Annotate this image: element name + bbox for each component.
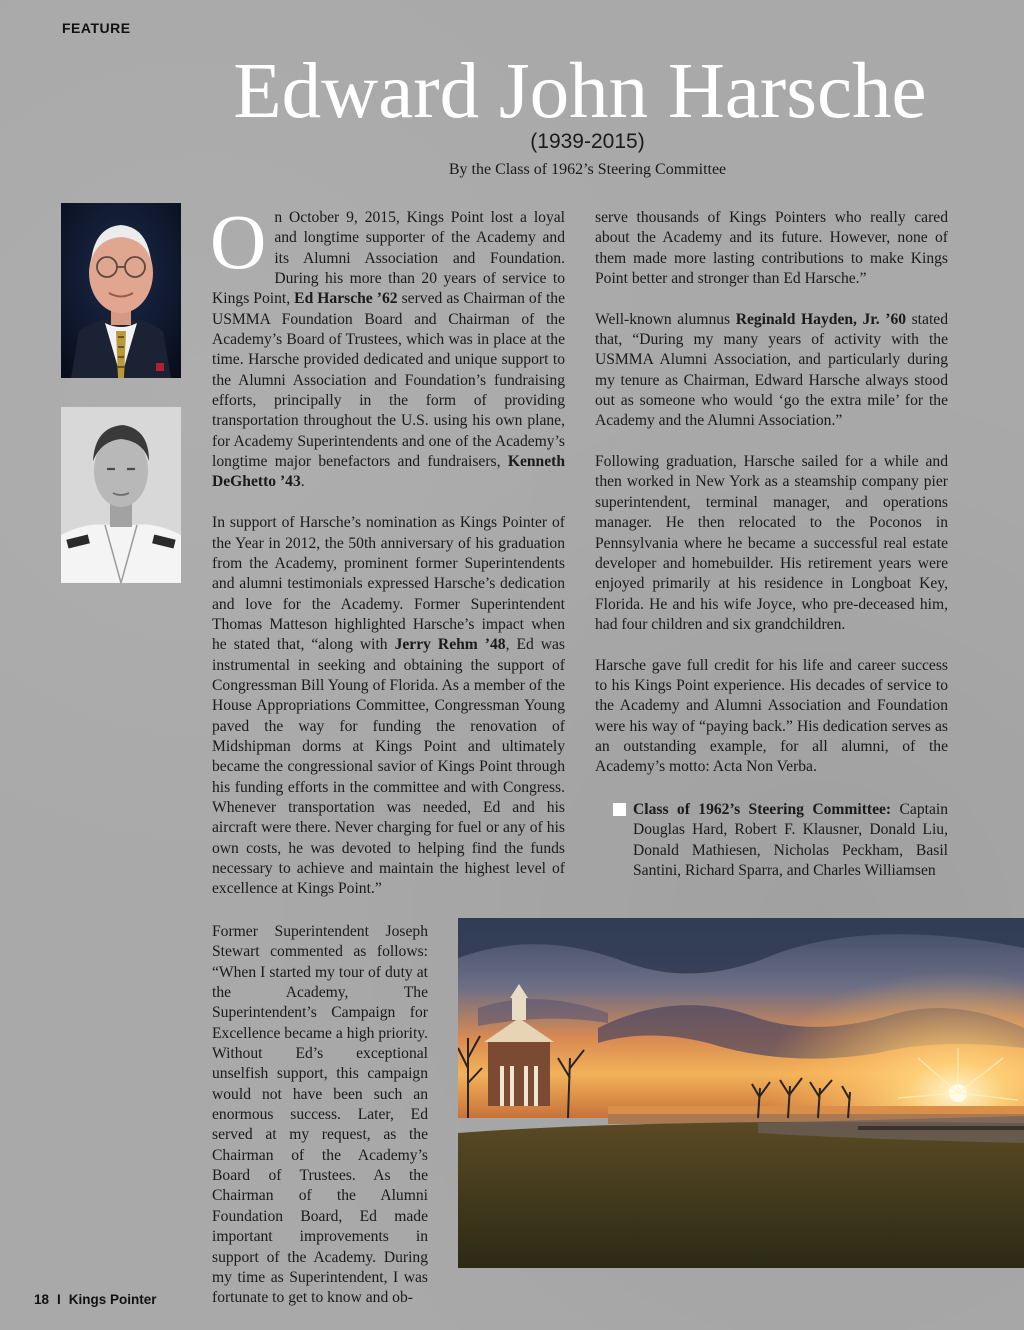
paragraph-2-text-b: , Ed was instrumental in seeking and obtaining the support of Congressman Bill Young of Florida. As a member of the House Appropriations Committee, Congressman Young paved the way for funding the renovation of Midshipman dorms at Kings Point and ultimately became the congressional savior of Kings Point through his funding efforts in the committee and with Congress. Whenever transportation was needed, Ed and his aircraft were there. Never charging for fuel or any of his own costs, he was devoted to helping find the funds necessary to achieve and maintain the highest level of excellence at Kings Point.” bbox=[212, 636, 566, 898]
paragraph-5 bbox=[595, 310, 948, 432]
section-label: FEATURE bbox=[62, 20, 131, 36]
paragraph-2-text-a: In support of Harsche’s nomination as Kings Pointer of the Year in 2012, the 50th anniversary of his graduation from the Academy, prominent former Superintendents and alumni testimonials expressed Harsche’s dedication and love for the Academy. Former Superintendent Thomas Matteson highlighted Harsche’s impact when he stated that, “along with bbox=[212, 514, 565, 654]
article-years: (1939-2015) bbox=[530, 130, 645, 153]
page-number: 18 bbox=[34, 1292, 50, 1307]
author-credit bbox=[633, 800, 948, 881]
paragraph-1-text-c: . bbox=[300, 473, 305, 491]
paragraph-1 bbox=[210, 198, 565, 493]
paragraph-1-text-a: n October 9, 2015, Kings Point lost a loyal and longtime supporter of the Academy and its Alumni Association and Foundation. During his more than 20 years of service to Kings Point, bbox=[212, 209, 565, 308]
drop-cap: O bbox=[210, 198, 267, 285]
name-ed-harsche: Ed Harsche ’62 bbox=[294, 290, 398, 308]
campus-sunset-photo bbox=[458, 918, 1024, 1268]
article-byline: By the Class of 1962’s Steering Committee bbox=[448, 161, 727, 178]
paragraph-2 bbox=[212, 513, 565, 900]
paragraph-4: serve thousands of Kings Pointers who really cared about the Academy and its future. However, none of them made more lasting contributions to make Kings Point better and stronger than Ed Harsche.” bbox=[595, 209, 948, 288]
article-title: Edward John Harsche bbox=[233, 48, 927, 135]
portrait-recent-photo bbox=[61, 203, 181, 378]
article-left-column-narrow bbox=[212, 922, 428, 1309]
publication-name: Kings Pointer bbox=[68, 1292, 157, 1307]
name-reginald-hayden: Reginald Hayden, Jr. ’60 bbox=[735, 310, 907, 328]
paragraph-1-text-b: served as Chairman of the USMMA Foundation Board and Chairman of the Academy’s Board of Trustees, which was in place at the time. Harsche provided dedicated and unique support to the Alumni Association and Foundation’s fundraising efforts, principally in the form of providing transportation throughout the U.S. using his own plane, for Academy Superintendents and one of the Academy’s longtime major benefactors and fundraisers, bbox=[212, 290, 565, 471]
name-jerry-rehm: Jerry Rehm ’48 bbox=[394, 636, 506, 654]
paragraph-5-text-a: Well-known alumnus bbox=[595, 310, 736, 328]
paragraph-3: Former Superintendent Joseph Stewart commented as follows: “When I started my tour of duty at the Academy, The Superintendent’s Campaign for Excellence became a high priority. Without Ed’s exceptional unselfish support, this campaign would not have been such an enormous success. Later, Ed served at my request, as the Chairman of the Academy’s Board of Trustees. As the Chairman of the Alumni Foundation Board, Ed made important improvements in support of the Academy. During my time as Superintendent, I was fortunate to get to know and ob- bbox=[212, 923, 428, 1307]
portrait-young-photo bbox=[61, 407, 181, 583]
credit-heading: Class of 1962’s Steering Committee: bbox=[633, 801, 892, 818]
paragraph-6: Following graduation, Harsche sailed for a while and then worked in New York as a steamship company pier superintendent, terminal manager, and operations manager. He then relocated to the Poconos in Pennsylvania where he became a successful real estate developer and homebuilder. His retirement years were enjoyed primarily at his residence in Longboat Key, Florida. He and his wife Joyce, who pre-deceased him, had four children and six grandchildren. bbox=[595, 453, 948, 633]
credit-names: Captain Douglas Hard, Robert F. Klausner, Donald Liu, Donald Mathiesen, Nicholas Peckham, Basil Santini, Richard Sparra, and Charles Williamsen bbox=[633, 801, 949, 880]
paragraph-5-text-b: stated that, “During my many years of activity with the USMMA Alumni Association, and particularly during my tenure as Chairman, Edward Harsche always stood out as someone who would ‘go the extra mile’ for the Academy and the Alumni Association.” bbox=[595, 310, 948, 430]
square-bullet-icon bbox=[613, 803, 626, 816]
footer-separator: I bbox=[57, 1292, 61, 1307]
name-kenneth-deghetto: Kenneth DeGhetto ’43 bbox=[212, 453, 565, 491]
page-footer bbox=[34, 1292, 157, 1307]
article-left-column bbox=[210, 198, 566, 900]
article-right-column bbox=[595, 208, 948, 778]
paragraph-7: Harsche gave full credit for his life and career success to his Kings Point experience. His decades of service to the Academy and Alumni Association and Foundation were his way of “paying back.” His dedication serves as an outstanding example, for all alumni, of the Academy’s motto: Acta Non Verba. bbox=[595, 656, 948, 776]
